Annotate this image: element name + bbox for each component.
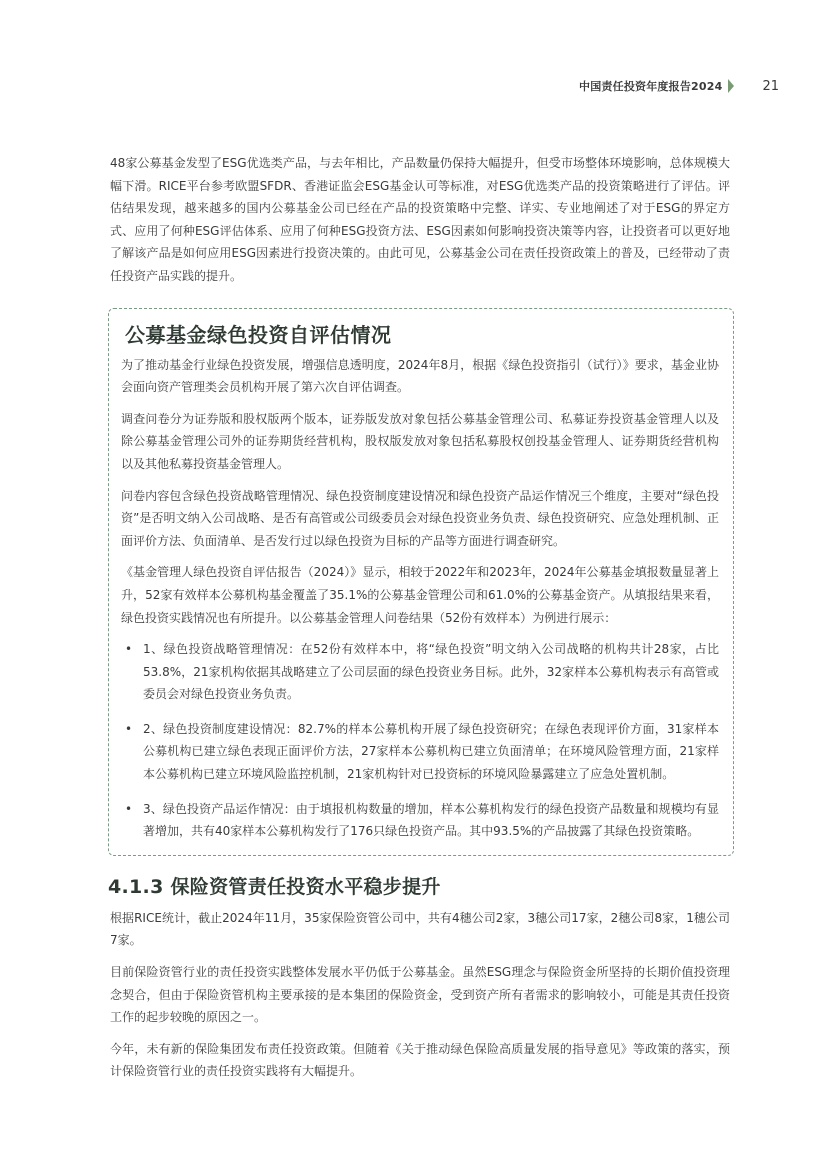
list-item [121, 638, 719, 706]
section-paragraph: 根据RICE统计，截止2024年11月，35家保险资管公司中，共有4穗公司2家，3穗公司17家，2穗公司8家，1穗公司7家。 [110, 910, 730, 948]
page-content [110, 152, 730, 1092]
green-investment-box [108, 308, 734, 856]
box-title: 公募基金绿色投资自评估情况 [125, 322, 392, 347]
box-paragraph: 调查问卷分为证券版和股权版两个版本，证券版发放对象包括公募基金管理公司、私募证券投资基金管理人以及除公募基金管理公司外的证券期货经营机构，股权版发放对象包括私募股权创投基金管理人、证券期货经营机构以及其他私募投资基金管理人。 [121, 411, 719, 471]
bullet-icon: • [125, 642, 133, 657]
list-item-text: 3、绿色投资产品运作情况：由于填报机构数量的增加，样本公募机构发行的绿色投资产品数量和规模均有显著增加，共有40家样本公募机构发行了176只绿色投资产品。其中93.5%的产品披露了其绿色投资策略。 [143, 801, 719, 839]
bullet-icon: • [125, 801, 133, 816]
box-paragraph: 为了推动基金行业绿色投资发展，增强信息透明度，2024年8月，根据《绿色投资指引（试行）》要求，基金业协会面向资产管理类会员机构开展了第六次自评估调查。 [121, 357, 719, 395]
report-title: 中国责任投资年度报告2024 [579, 80, 723, 93]
page-number: 21 [762, 78, 779, 94]
running-header [579, 78, 779, 94]
section-paragraph: 今年，未有新的保险集团发布责任投资政策。但随着《关于推动绿色保险高质量发展的指导意见》等政策的落实，预计保险资管行业的责任投资实践将有大幅提升。 [110, 1041, 730, 1079]
list-item-text: 1、绿色投资战略管理情况：在52份有效样本中，将“绿色投资”明文纳入公司战略的机构共计28家，占比53.8%，21家机构依据其战略建立了公司层面的绿色投资业务目标。此外，32家样本公募机构表示有高管或委员会对绿色投资业务负责。 [143, 642, 719, 702]
list-item [121, 718, 719, 786]
section-heading: 4.1.3 保险资管责任投资水平稳步提升 [108, 875, 441, 898]
box-paragraph: 问卷内容包含绿色投资战略管理情况、绿色投资制度建设情况和绿色投资产品运作情况三个维度，主要对“绿色投资”是否明文纳入公司战略、是否有高管或公司级委员会对绿色投资业务负责、绿色投资研究、应急处理机制、正面评价方法、负面清单、是否发行过以绿色投资为目标的产品等方面进行调查研究。 [121, 488, 719, 548]
intro-paragraph: 48家公募基金发型了ESG优选类产品，与去年相比，产品数量仍保持大幅提升，但受市场整体环境影响，总体规模大幅下滑。RICE平台参考欧盟SFDR、香港证监会ESG基金认可等标准，对ESG优选类产品的投资策略进行了评估。评估结果发现，越来越多的国内公募基金公司已经在产品的投资策略中完整、详实、专业地阐述了对于ESG的界定方式、应用了何种ESG评估体系、应用了何种ESG投资方法、ESG因素如何影响投资决策等内容，让投资者可以更好地了解该产品是如何应用ESG因素进行投资决策的。由此可见，公募基金公司在责任投资政策上的普及，已经带动了责任投资产品实践的提升。 [110, 156, 730, 283]
box-paragraph: 《基金管理人绿色投资自评估报告（2024）》显示，相较于2022年和2023年，2024年公募基金填报数量显著上升，52家有效样本公募机构基金覆盖了35.1%的公募基金管理公司和61.0%的公募基金资产。从填报结果来看，绿色投资实践情况也有所提升。以公募基金管理人问卷结果（52份有效样本）为例进行展示： [121, 565, 719, 625]
list-item-text: 2、绿色投资制度建设情况：82.7%的样本公募机构开展了绿色投资研究；在绿色表现评价方面，31家样本公募机构已建立绿色表现正面评价方法，27家样本公募机构已建立负面清单；在环境风险管理方面，21家样本公募机构已建立环境风险监控机制，21家机构针对已投资标的环境风险暴露建立了应急处置机制。 [143, 721, 719, 782]
box-bullet-list [121, 638, 719, 843]
chevron-right-icon [728, 79, 734, 93]
list-item [121, 798, 719, 843]
section-paragraph: 目前保险资管行业的责任投资实践整体发展水平仍低于公募基金。虽然ESG理念与保险资金所坚持的长期价值投资理念契合，但由于保险资管机构主要承接的是本集团的保险资金，受到资产所有者需求的影响较小，可能是其责任投资工作的起步较晚的原因之一。 [110, 965, 730, 1025]
bullet-icon: • [125, 721, 133, 736]
